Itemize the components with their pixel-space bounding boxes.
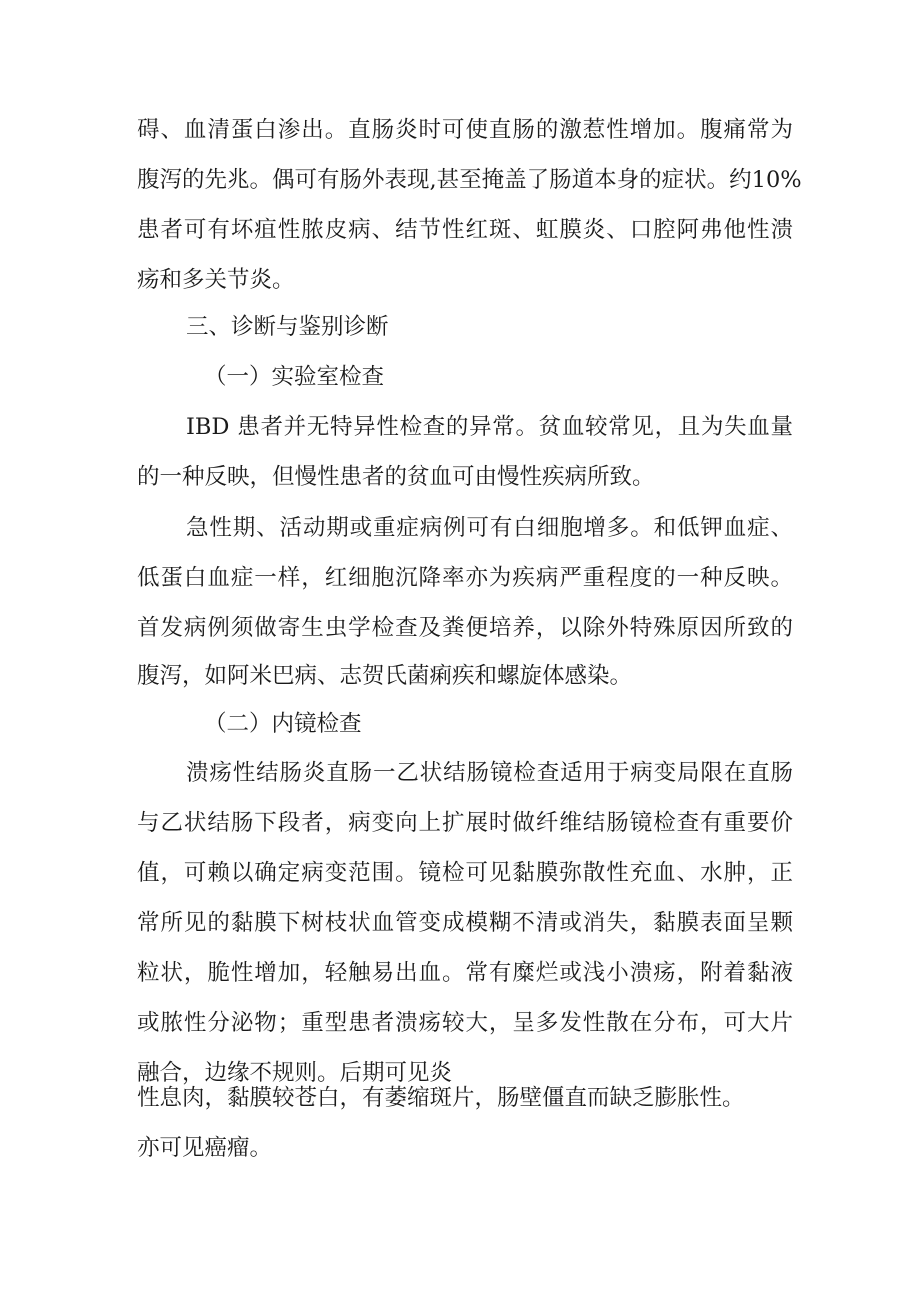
text-line: 急性期、活动期或重症病例可有白细胞增多。和低钾血症、 [186,515,793,541]
text-line: 粒状，脆性增加，轻触易出血。常有糜烂或浅小溃疡，附着黏液 [137,960,793,986]
text-line: 腹泻，如阿米巴病、志贺氏菌痢疾和螺旋体感染。 [137,663,633,689]
subsection-heading: （一）实验室检查 [204,364,385,390]
text-line: 溃疡性结肠炎直肠一乙状结肠镜检查适用于病变局限在直肠 [186,760,793,786]
text-line: 值，可赖以确定病变范围。镜检可见黏膜弥散性充血、水肿，正 [137,860,793,886]
text-line: 碍、血清蛋白渗出。直肠炎时可使直肠的激惹性增加。腹痛常为 [137,117,793,143]
text-line: 亦可见癌瘤。 [137,1135,273,1161]
text-line: 或脓性分泌物；重型患者溃疡较大，呈多发性散在分布，可大片 [137,1010,793,1036]
text-line: 患者可有坏疽性脓皮病、结节性红斑、虹膜炎、口腔阿弗他性溃 [137,217,793,243]
text-line: 低蛋白血症一样，红细胞沉降率亦为疾病严重程度的一种反映。 [137,565,793,591]
text-line: 的一种反映，但慢性患者的贫血可由慢性疾病所致。 [137,464,655,490]
subsection-heading: （二）内镜检查 [204,711,362,737]
text-line: 首发病例须做寄生虫学检查及粪便培养，以除外特殊原因所致的 [137,615,793,641]
section-heading: 三、诊断与鉴别诊断 [186,314,389,340]
text-line: 常所见的黏膜下树枝状血管变成模糊不清或消失，黏膜表面呈颗 [137,910,793,936]
text-line: 腹泻的先兆。偶可有肠外表现,甚至掩盖了肠道本身的症状。约10% [137,167,802,193]
text-line: 与乙状结肠下段者，病变向上扩展时做纤维结肠镜检查有重要价 [137,810,793,836]
text-line: 融合，边缘不规则。后期可见炎 [137,1060,453,1086]
text-line: IBD 患者并无特异性检查的异常。贫血较常见，且为失血量 [186,414,793,440]
text-line: 疡和多关节炎。 [137,267,295,293]
text-line: 性息肉，黏膜较苍白，有萎缩斑片，肠壁僵直而缺乏膨胀性。 [137,1085,745,1111]
